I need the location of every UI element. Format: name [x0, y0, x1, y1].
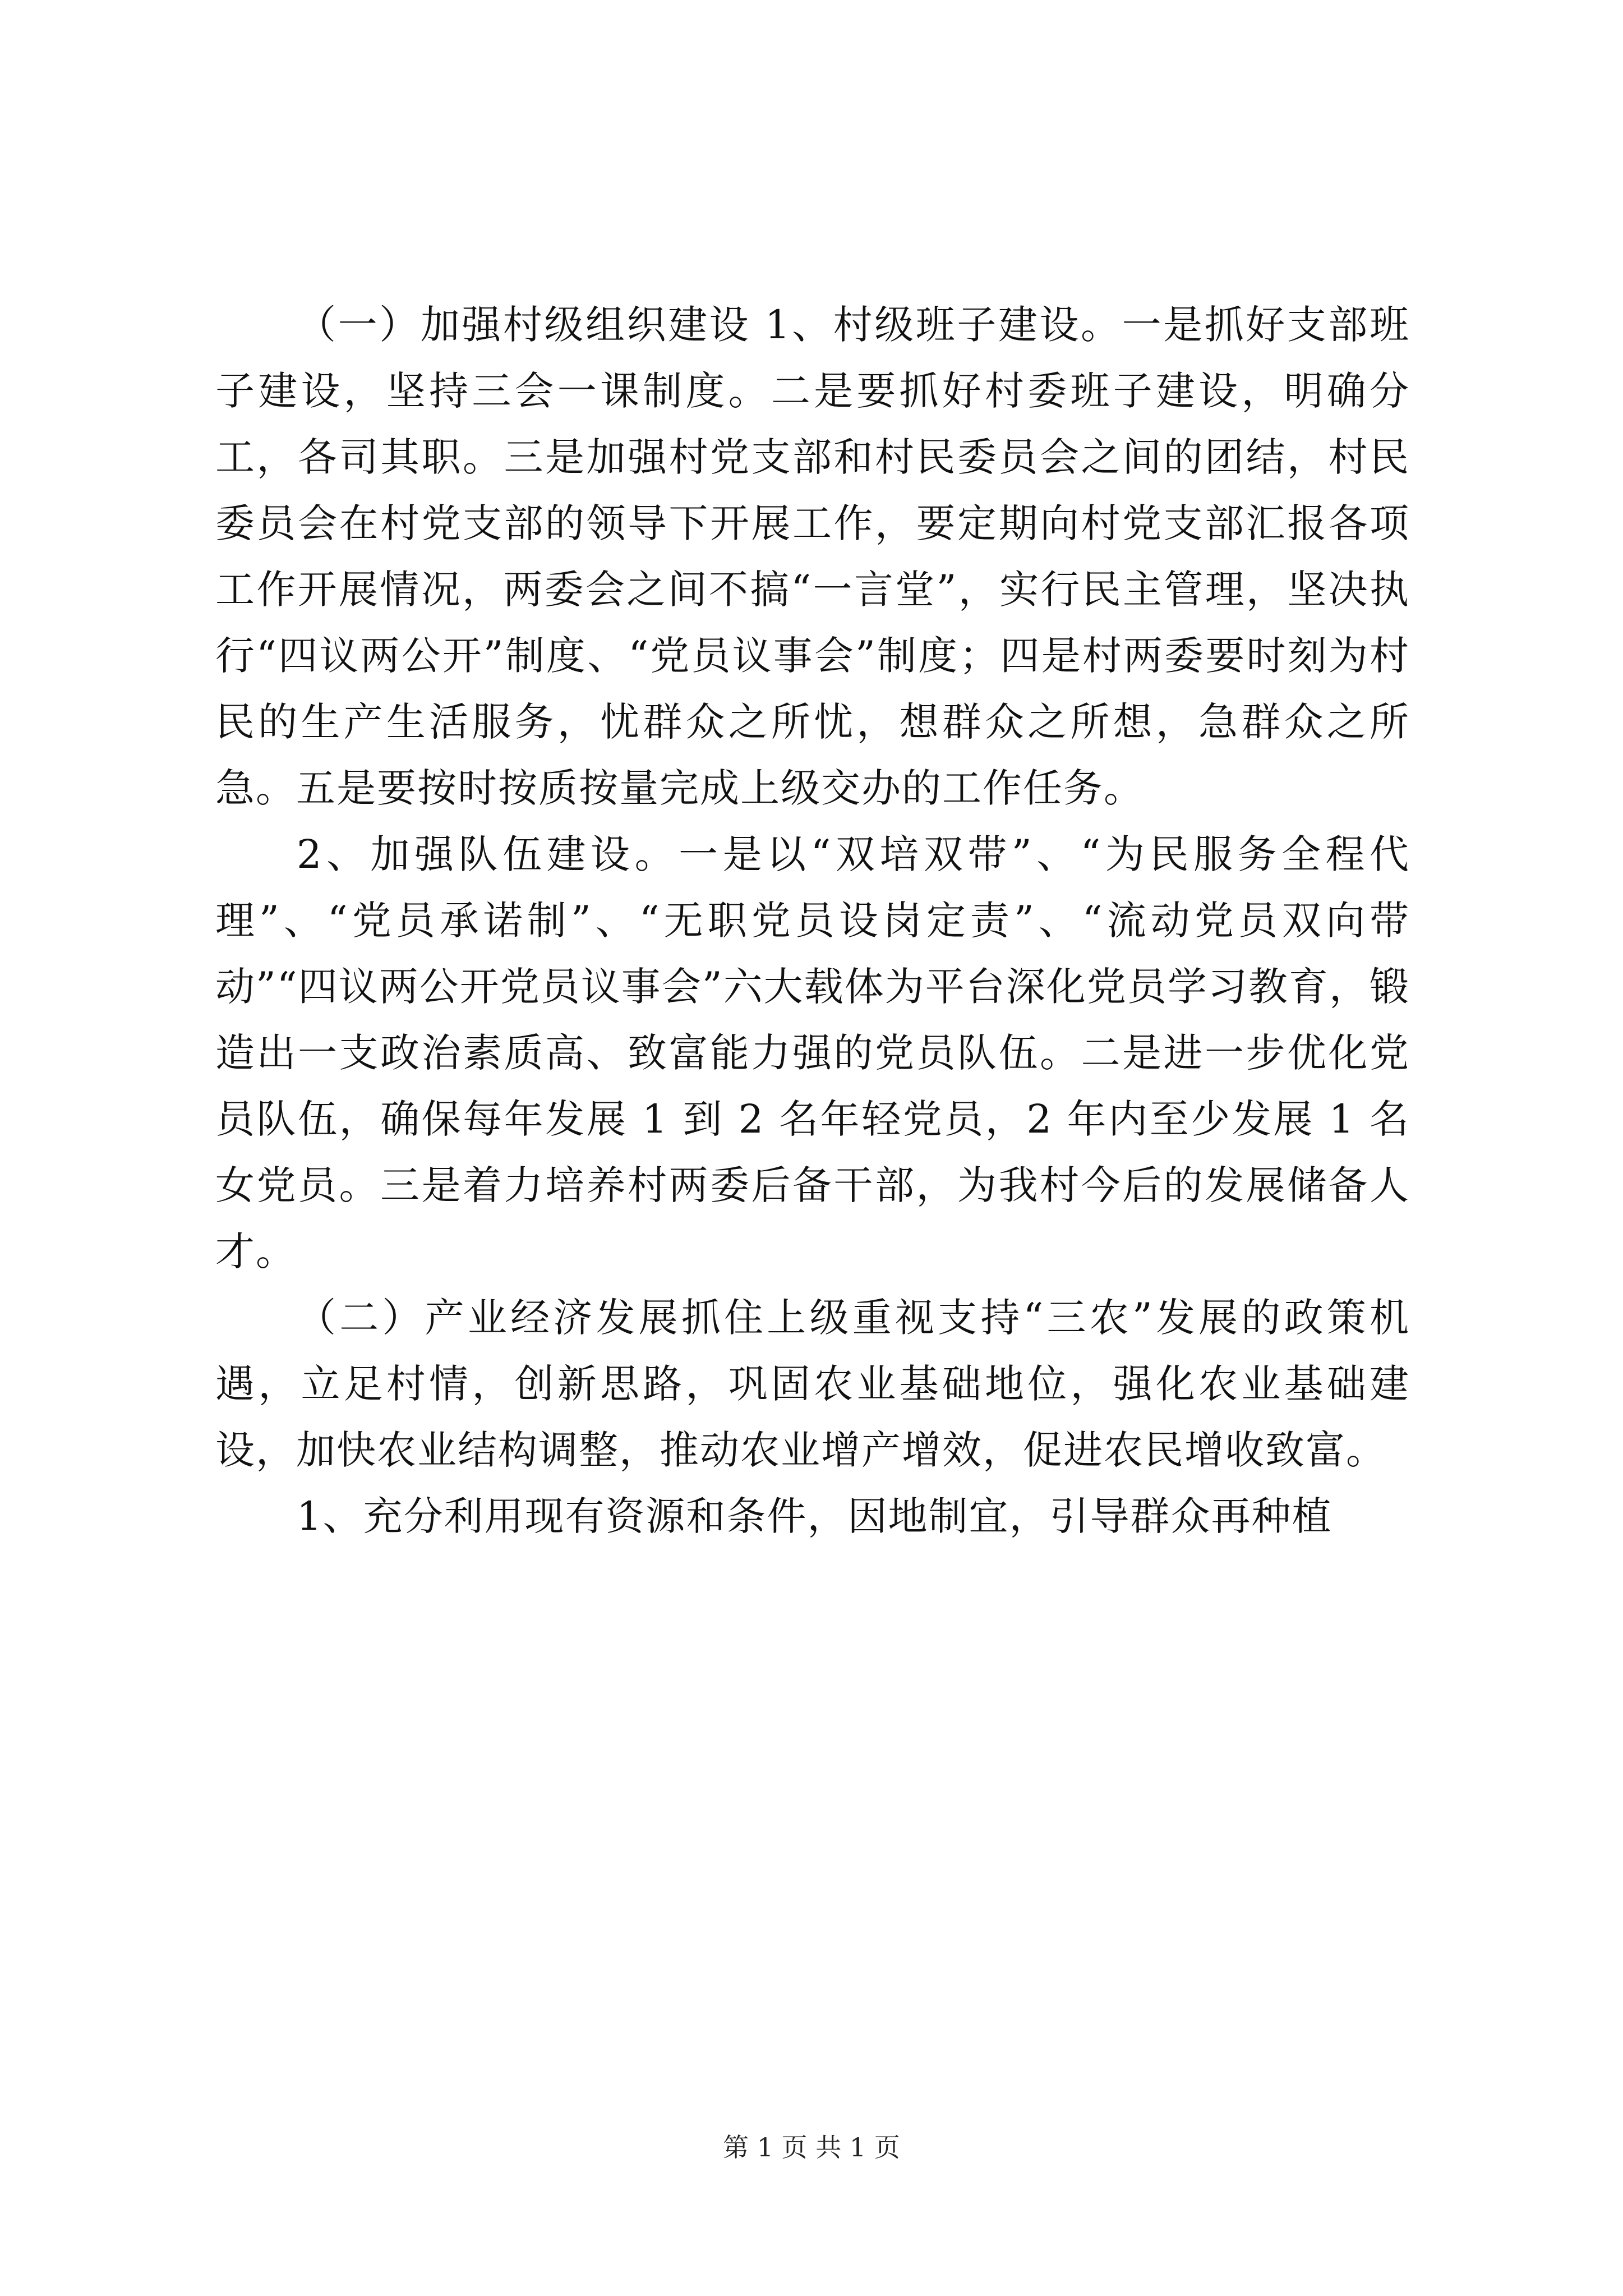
- page-footer: 第 1 页 共 1 页: [723, 2132, 900, 2162]
- paragraph-village-organization: （一）加强村级组织建设 1、村级班子建设。一是抓好支部班子建设，坚持三会一课制度。二是要抓好村委班子建设，明确分工，各司其职。三是加强村党支部和村民委员会之间的团结，村民委员会在村党支部的领导下开展工作，要定期向村党支部汇报各项工作开展情况，两委会之间不搞“一言堂”，实行民主管理，坚决执行“四议两公开”制度、“党员议事会”制度；四是村两委要时刻为村民的生产生活服务，忧群众之所忧，想群众之所想，急群众之所急。五是要按时按质按量完成上级交办的工作任务。: [215, 302, 1410, 811]
- paragraph-industry-development: （二）产业经济发展抓住上级重视支持“三农”发展的政策机遇，立足村情，创新思路，巩固农业基础地位，强化农业基础建设，加快农业结构调整，推动农业增产增效，促进农民增收致富。: [215, 1295, 1410, 1473]
- paragraph-resource-utilization: 1、充分利用现有资源和条件，因地制宜，引导群众再种植: [297, 1493, 1332, 1539]
- paragraph-team-building: 2、加强队伍建设。一是以“双培双带”、“为民服务全程代理”、“党员承诺制”、“无职党员设岗定责”、“流动党员双向带动”“四议两公开党员议事会”六大载体为平台深化党员学习教育，锻造出一支政治素质高、致富能力强的党员队伍。二是进一步优化党员队伍，确保每年发展 1 到 2 名年轻党员，2 年内至少发展 1 名女党员。三是着力培养村两委后备干部，为我村今后的发展储备人才。: [215, 831, 1410, 1274]
- document-body: [215, 292, 1410, 1549]
